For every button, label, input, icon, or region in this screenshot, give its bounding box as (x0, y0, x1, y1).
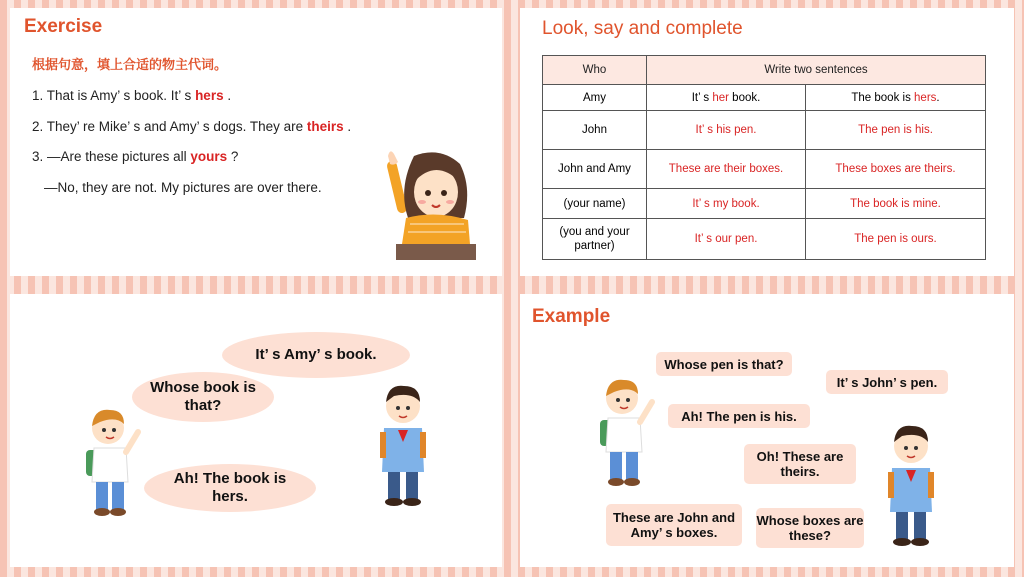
speech-box-these-are-theirs: Oh! These are theirs. (744, 444, 856, 484)
question-1: 1. That is Amy’ s book. It’ s hers . (32, 88, 232, 103)
speech-box-john-and-amys-boxes: These are John and Amy’ s boxes. (606, 504, 742, 546)
table-row: John and Amy These are their boxes. These boxes are theirs. (543, 150, 986, 189)
boy-holding-straps-illustration (880, 418, 942, 548)
table-row: (your name) It’ s my book. The book is mine. (543, 189, 986, 219)
exercise-title: Exercise (24, 16, 103, 37)
girl-raising-hand-illustration (384, 148, 476, 260)
boy-with-backpack-illustration (594, 374, 656, 488)
table-row: John It’ s his pen. The pen is his. (543, 111, 986, 150)
look-say-complete-panel (520, 8, 1014, 276)
speech-bubble-amys-book: It’ s Amy’ s book. (222, 332, 410, 378)
question-3: 3. —Are these pictures all yours ? (32, 149, 239, 164)
speech-box-whose-boxes: Whose boxes are these? (756, 508, 864, 548)
question-3-reply: —No, they are not. My pictures are over there. (44, 180, 322, 195)
sentence-table (542, 55, 986, 260)
question-2: 2. They’ re Mike’ s and Amy’ s dogs. They are theirs . (32, 119, 352, 134)
answer-hers: hers (195, 88, 224, 103)
example-title: Example (532, 306, 611, 327)
speech-box-johns-pen: It’ s John’ s pen. (826, 370, 948, 394)
table-row: (you and your partner) It’ s our pen. The pen is ours. (543, 219, 986, 260)
answer-yours: yours (190, 149, 228, 164)
table-row: Amy It’ s her book. The book is hers. (543, 85, 986, 111)
speech-bubble-book-is-hers: Ah! The book is hers. (144, 464, 316, 512)
look-title: Look, say and complete (542, 18, 743, 39)
dialog-panel (10, 294, 502, 567)
exercise-panel (10, 8, 502, 276)
speech-bubble-whose-book: Whose book is that? (132, 372, 274, 422)
table-header (543, 56, 986, 85)
header-write: Write two sentences (647, 56, 986, 85)
speech-box-pen-is-his: Ah! The pen is his. (668, 404, 810, 428)
exercise-instruction: 根据句意，填上合适的物主代词。 (32, 58, 228, 73)
header-who: Who (543, 56, 647, 85)
boy-holding-straps-illustration (372, 378, 434, 508)
answer-theirs: theirs (306, 119, 344, 134)
speech-box-whose-pen: Whose pen is that? (656, 352, 792, 376)
boy-with-backpack-illustration (80, 404, 142, 518)
example-panel (520, 294, 1014, 567)
